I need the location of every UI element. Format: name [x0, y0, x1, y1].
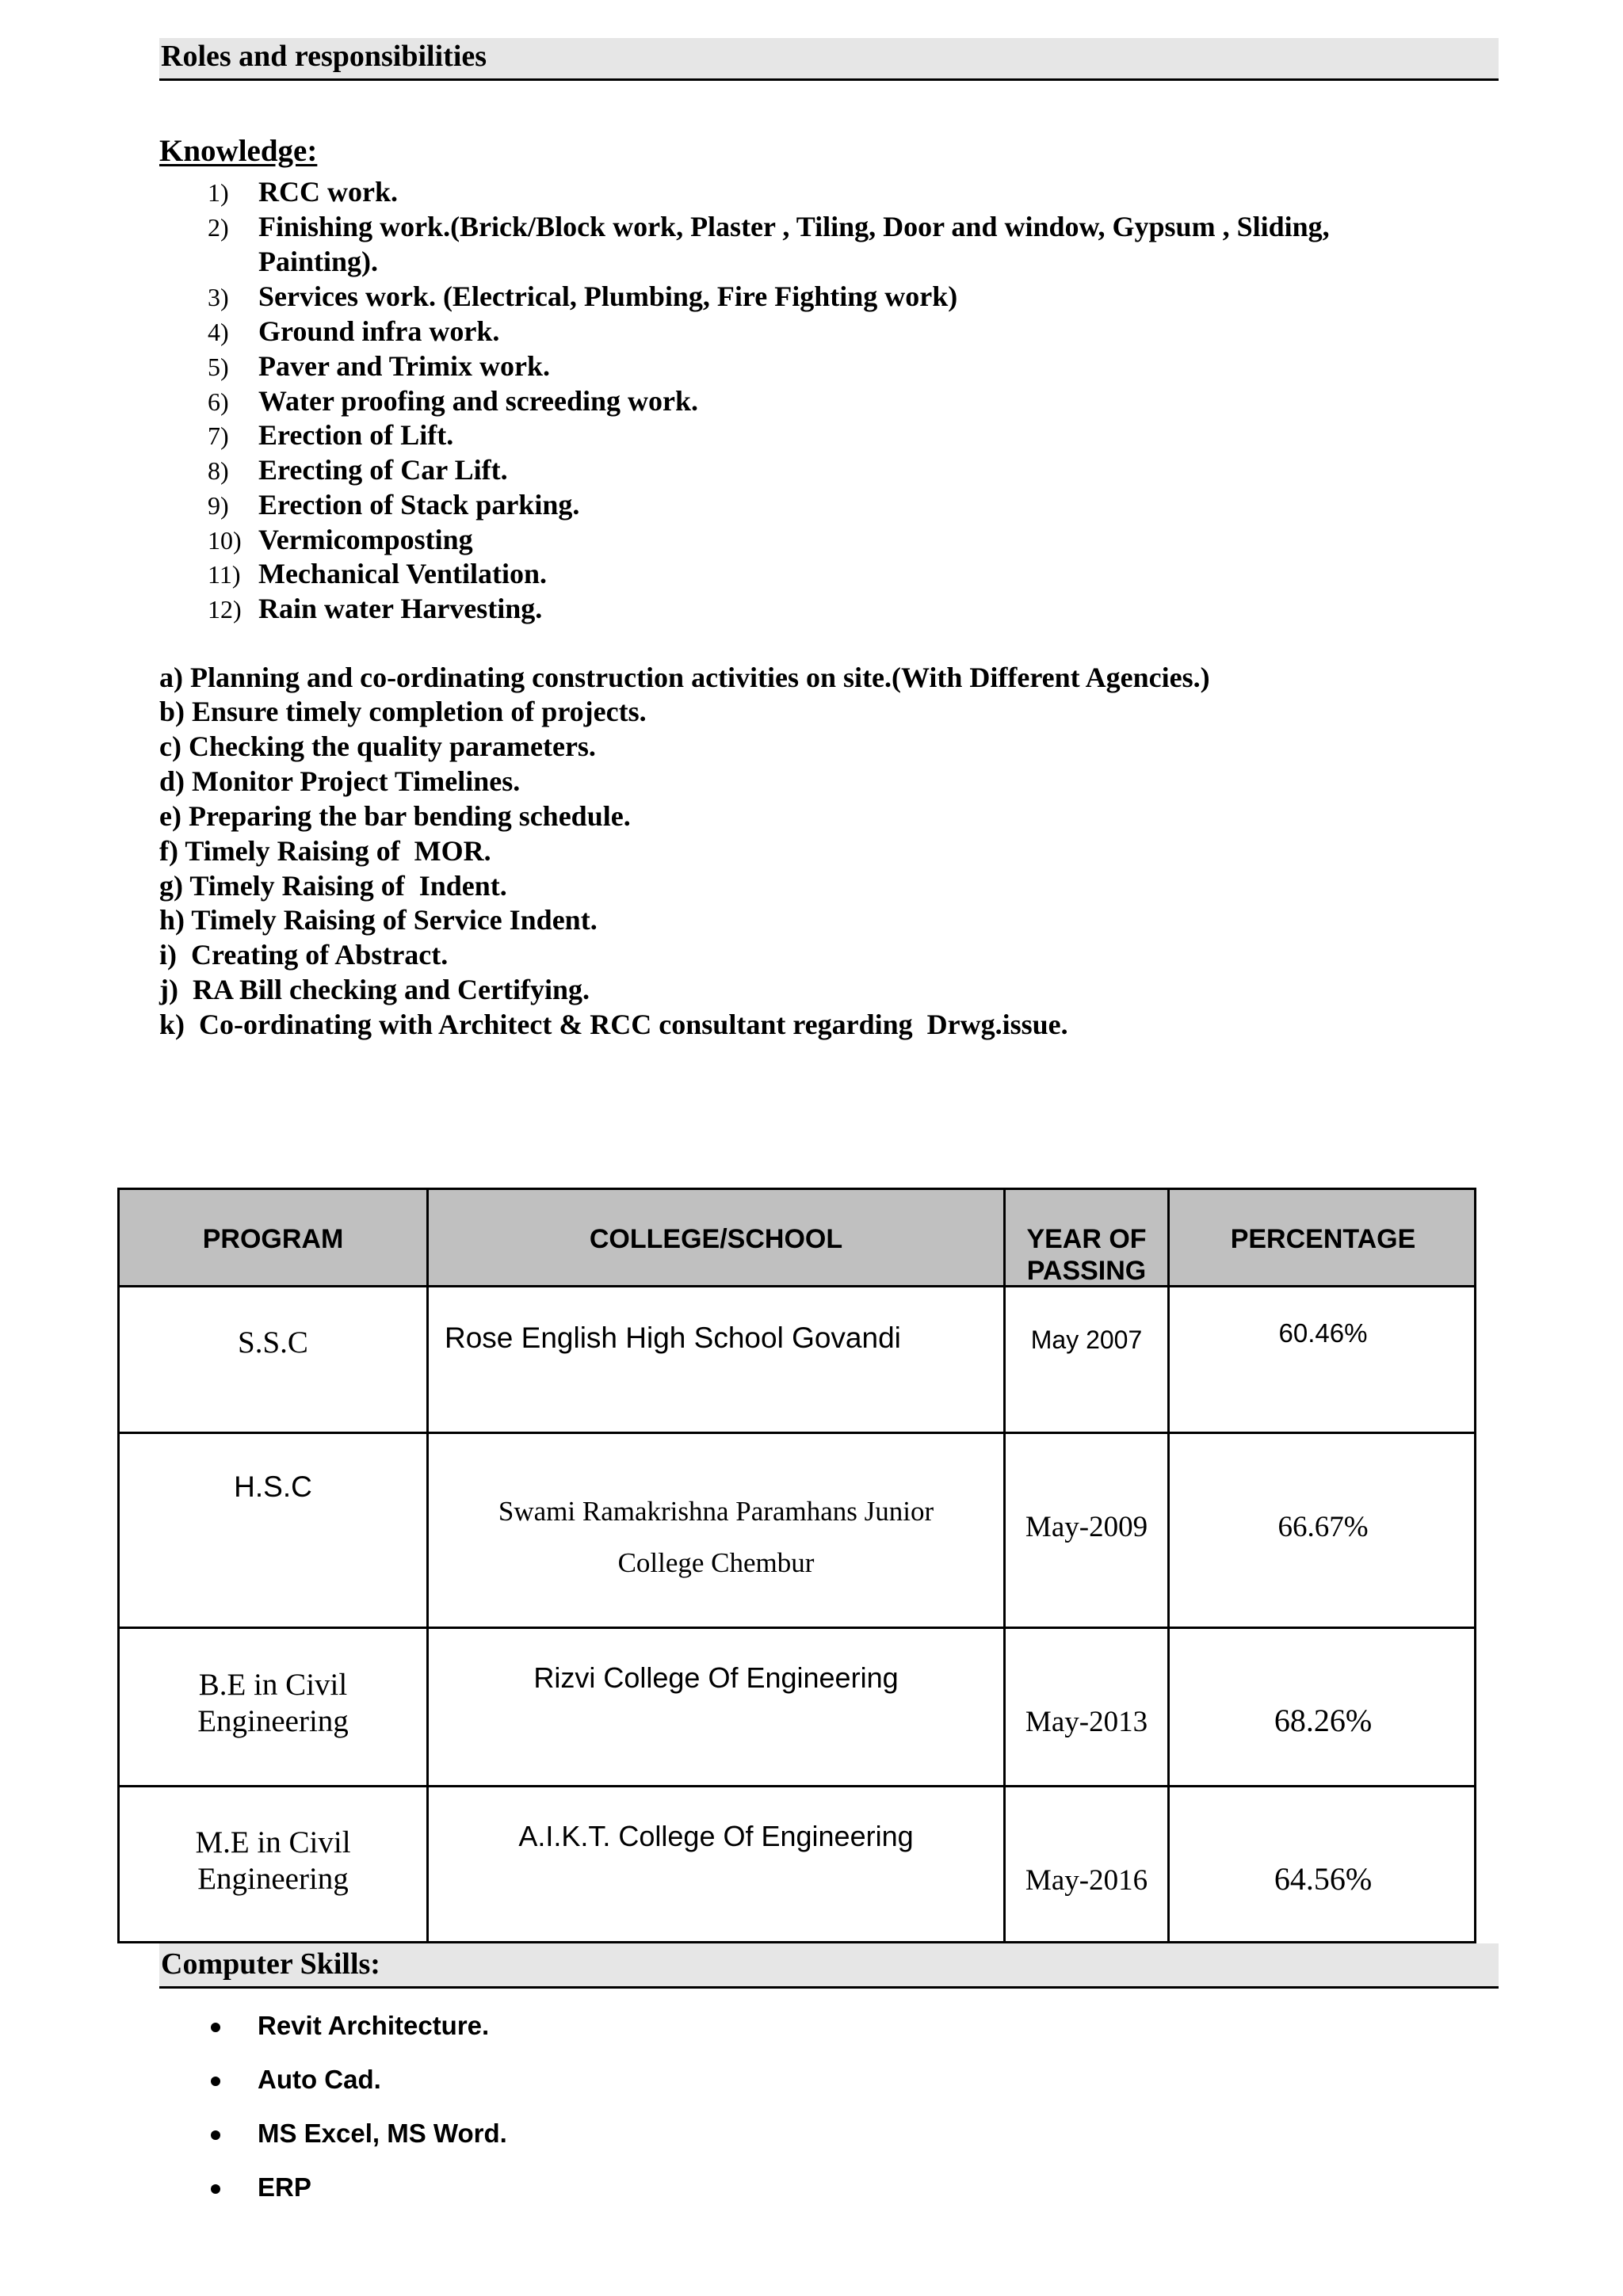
- college-cell: Swami Ramakrishna Paramhans Junior: [498, 1496, 934, 1527]
- skill-item: ERP: [258, 2172, 311, 2202]
- item-number: 12): [208, 595, 242, 624]
- skill-item: MS Excel, MS Word.: [258, 2119, 507, 2148]
- bullet-icon: [211, 2184, 220, 2194]
- program-cell: B.E in Civil: [198, 1668, 348, 1702]
- year-cell: May-2016: [1025, 1864, 1148, 1897]
- row-divider: [120, 1432, 1474, 1434]
- program-cell: M.E in Civil: [195, 1825, 351, 1859]
- college-cell-line2: College Chembur: [617, 1547, 815, 1578]
- bullet-icon: [211, 2077, 220, 2086]
- responsibility-item: f) Timely Raising of MOR.: [159, 835, 491, 867]
- responsibility-item: e) Preparing the bar bending schedule.: [159, 800, 631, 832]
- item-text: Erection of Lift.: [258, 419, 454, 451]
- item-text: Rain water Harvesting.: [258, 593, 543, 624]
- item-number: 1): [208, 178, 229, 207]
- row-divider: [120, 1285, 1474, 1287]
- college-cell: Rose English High School Govandi: [445, 1322, 901, 1354]
- item-text: Mechanical Ventilation.: [258, 558, 548, 589]
- item-text: Ground infra work.: [258, 315, 500, 347]
- year-cell: May-2009: [1025, 1511, 1148, 1543]
- item-text: Vermicomposting: [258, 524, 473, 555]
- knowledge-heading: Knowledge:: [159, 134, 318, 168]
- percentage-cell: 68.26%: [1274, 1703, 1373, 1738]
- percentage-cell: 60.46%: [1278, 1318, 1368, 1348]
- college-cell: A.I.K.T. College Of Engineering: [518, 1820, 914, 1852]
- item-text: Paver and Trimix work.: [258, 350, 550, 382]
- row-divider: [120, 1785, 1474, 1787]
- responsibility-item: j) RA Bill checking and Certifying.: [159, 974, 590, 1005]
- item-number: 7): [208, 421, 229, 450]
- education-table: [117, 1188, 1476, 1943]
- header-college: COLLEGE/SCHOOL: [589, 1224, 843, 1254]
- item-text: RCC work.: [258, 176, 398, 208]
- percentage-cell: 64.56%: [1274, 1861, 1373, 1897]
- header-program: PROGRAM: [202, 1224, 344, 1254]
- item-number: 3): [208, 283, 229, 311]
- responsibility-item: i) Creating of Abstract.: [159, 939, 449, 971]
- bullet-icon: [211, 2023, 220, 2032]
- item-number: 10): [208, 526, 242, 555]
- responsibility-item: g) Timely Raising of Indent.: [159, 870, 507, 902]
- program-cell: S.S.C: [238, 1325, 308, 1360]
- item-text-continued: Painting).: [258, 246, 379, 277]
- item-number: 8): [208, 456, 229, 485]
- responsibility-item: d) Monitor Project Timelines.: [159, 765, 521, 797]
- column-divider: [1003, 1190, 1006, 1941]
- item-number: 2): [208, 213, 229, 242]
- column-divider: [1167, 1190, 1170, 1941]
- header-percentage: PERCENTAGE: [1230, 1224, 1416, 1254]
- responsibility-item: h) Timely Raising of Service Indent.: [159, 904, 598, 936]
- percentage-cell: 66.67%: [1277, 1511, 1369, 1543]
- item-text: Services work. (Electrical, Plumbing, Fire Fighting work): [258, 280, 958, 312]
- item-text: Erecting of Car Lift.: [258, 454, 508, 486]
- item-text: Finishing work.(Brick/Block work, Plaster , Tiling, Door and window, Gypsum , Sliding,: [258, 211, 1330, 242]
- bullet-icon: [211, 2130, 220, 2140]
- responsibility-item: c) Checking the quality parameters.: [159, 730, 596, 762]
- skill-item: Revit Architecture.: [258, 2011, 490, 2040]
- college-cell: Rizvi College Of Engineering: [533, 1661, 899, 1694]
- program-cell-line2: Engineering: [197, 1862, 349, 1896]
- item-number: 6): [208, 387, 229, 416]
- item-text: Erection of Stack parking.: [258, 489, 580, 521]
- computer-skills-heading: Computer Skills:: [161, 1947, 380, 1981]
- year-cell: May 2007: [1030, 1325, 1143, 1354]
- computer-skills-section-header: [159, 1943, 1499, 1989]
- item-number: 9): [208, 491, 229, 520]
- year-cell: May-2013: [1025, 1706, 1148, 1738]
- item-number: 4): [208, 318, 229, 346]
- roles-heading: Roles and responsibilities: [161, 40, 487, 73]
- item-text: Water proofing and screeding work.: [258, 385, 699, 417]
- header-year-line2: PASSING: [1026, 1256, 1147, 1286]
- responsibility-item: a) Planning and co-ordinating construction activities on site.(With Different Agencies.): [159, 662, 1210, 693]
- program-cell: H.S.C: [234, 1470, 312, 1503]
- responsibility-item: b) Ensure timely completion of projects.: [159, 696, 647, 727]
- item-number: 11): [208, 560, 241, 589]
- roles-section-header: [159, 38, 1499, 81]
- program-cell-line2: Engineering: [197, 1704, 349, 1738]
- skill-item: Auto Cad.: [258, 2065, 381, 2094]
- row-divider: [120, 1627, 1474, 1629]
- item-number: 5): [208, 353, 229, 381]
- responsibility-item: k) Co-ordinating with Architect & RCC consultant regarding Drwg.issue.: [159, 1009, 1068, 1040]
- header-year-line1: YEAR OF: [1026, 1224, 1147, 1254]
